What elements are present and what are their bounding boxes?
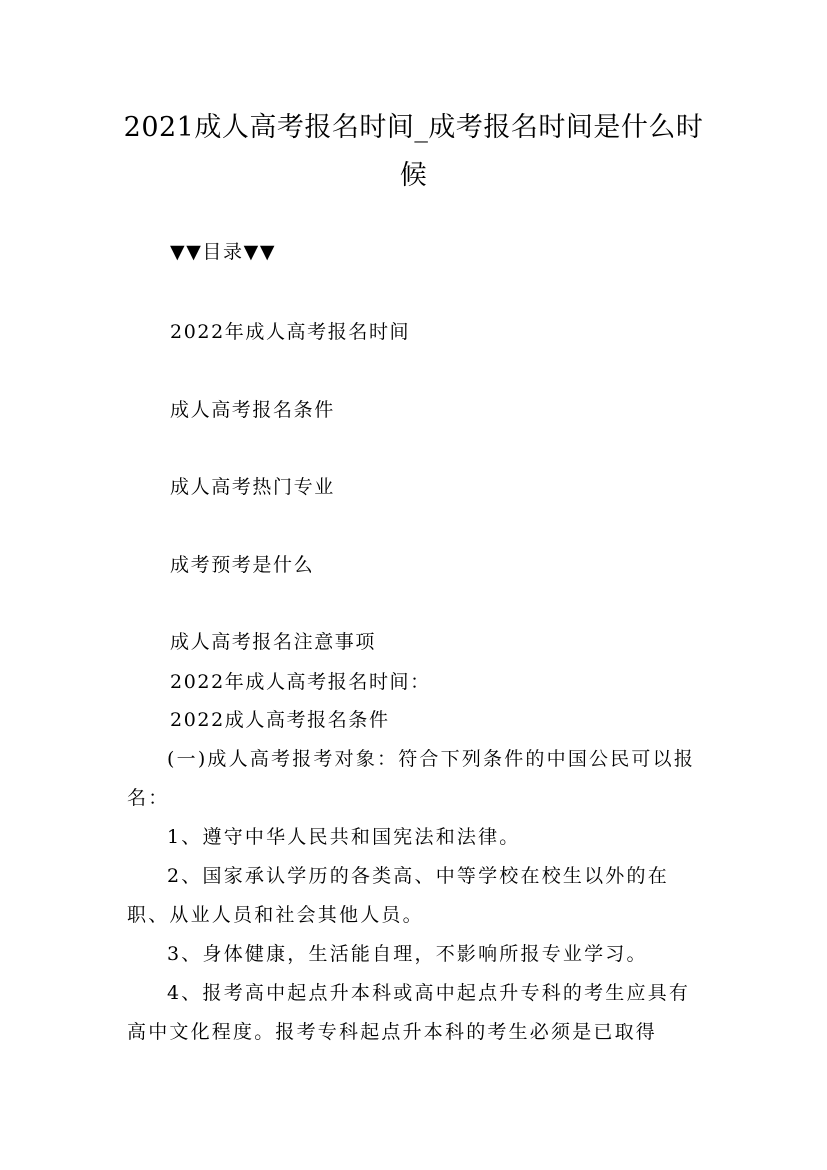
toc-item-registration-time[interactable]: 2022年成人高考报名时间 <box>170 321 411 343</box>
paragraph-eligible-applicants: (一)成人高考报考对象：符合下列条件的中国公民可以报名： <box>127 748 696 809</box>
paragraph-condition-2: 2、国家承认学历的各类高、中等学校在校生以外的在职、从业人员和社会其他人员。 <box>127 865 669 926</box>
toc-item-popular-majors[interactable]: 成人高考热门专业 <box>170 476 335 498</box>
paragraph-condition-1: 1、遵守中华人民共和国宪法和法律。 <box>167 826 521 848</box>
toc-item-registration-conditions[interactable]: 成人高考报名条件 <box>170 399 335 421</box>
section-heading-registration-time: 2022年成人高考报名时间： <box>170 671 431 693</box>
toc-item-registration-notes[interactable]: 成人高考报名注意事项 <box>170 631 377 653</box>
paragraph-condition-3: 3、身体健康，生活能自理，不影响所报专业学习。 <box>167 943 648 965</box>
toc-header: ▼▼目录▼▼ <box>170 241 277 263</box>
toc-item-pre-exam[interactable]: 成考预考是什么 <box>170 554 315 576</box>
section-heading-registration-conditions: 2022成人高考报名条件 <box>170 709 390 731</box>
document-title: 2021成人高考报名时间_成考报名时间是什么时候 <box>123 112 704 191</box>
paragraph-condition-4: 4、报考高中起点升本科或高中起点升专科的考生应具有高中文化程度。报考专科起点升本科的考生必须是已取得 <box>127 982 691 1043</box>
